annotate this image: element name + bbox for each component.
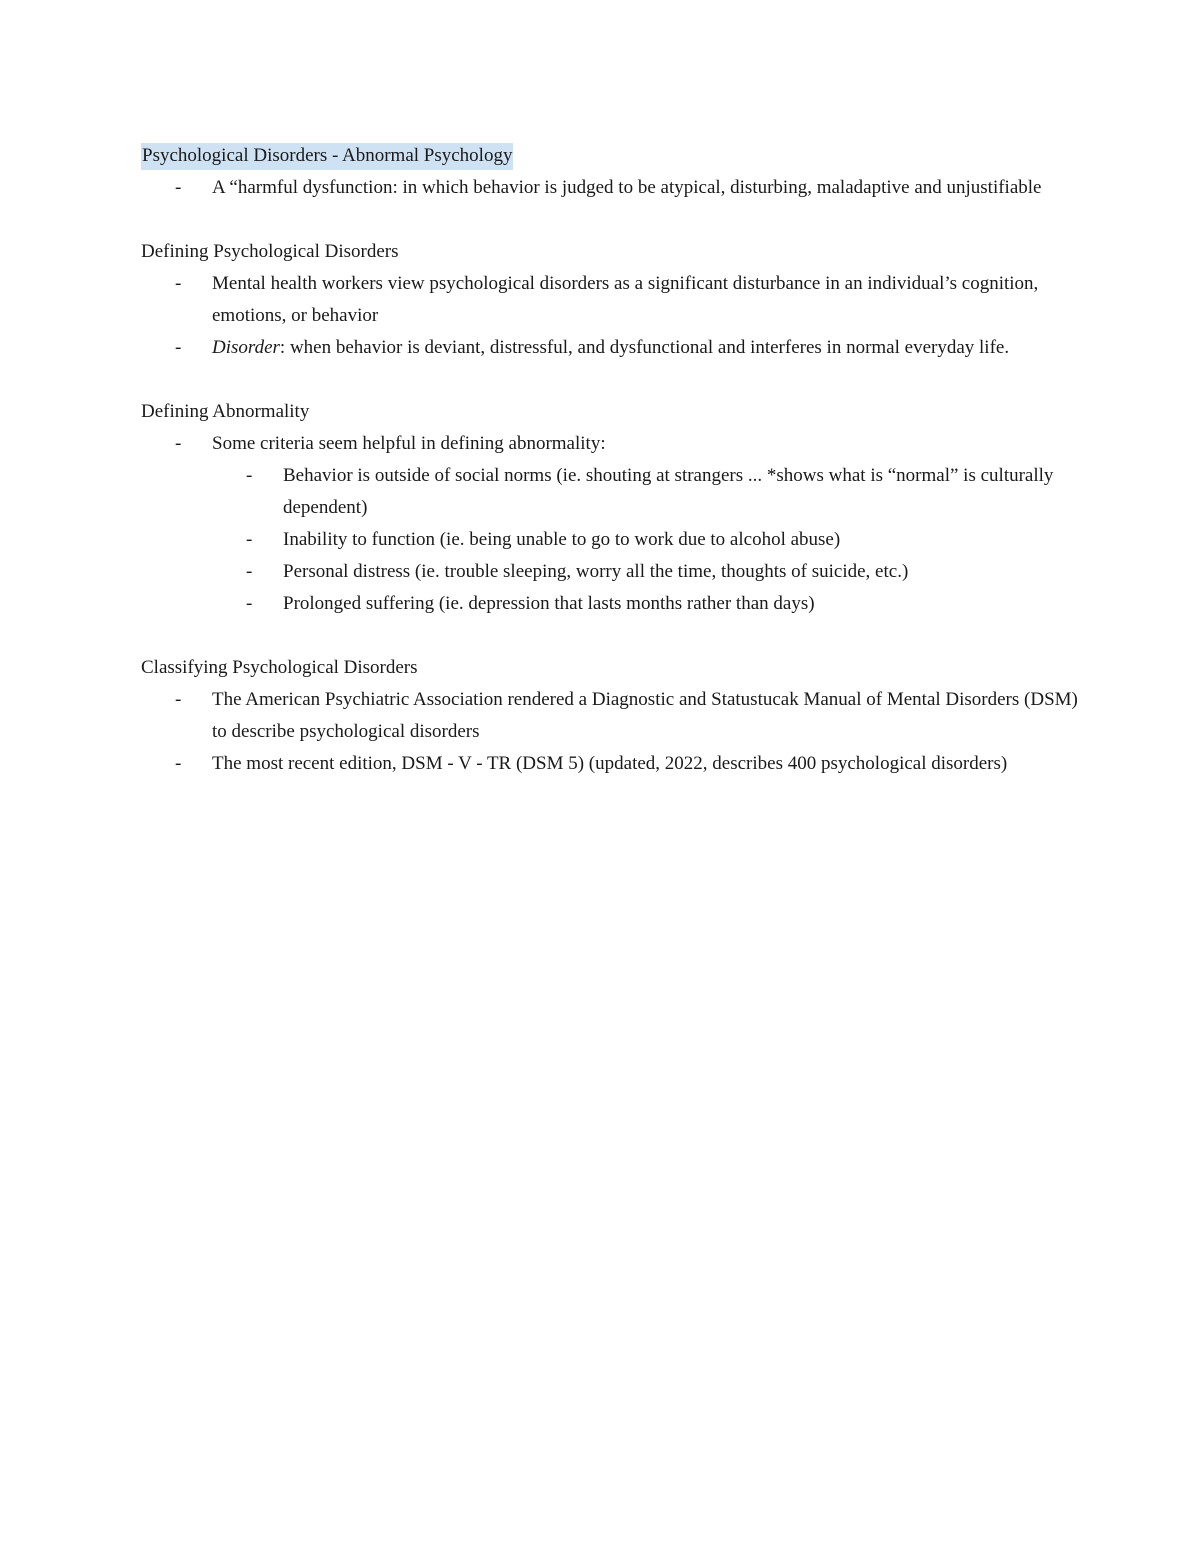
term-italic: Disorder: [212, 337, 280, 358]
sub-bullet-list: [212, 460, 1081, 620]
bullet-list: [141, 684, 1081, 780]
section-classifying-disorders: [141, 652, 1081, 780]
dash-marker: -: [175, 337, 182, 358]
section-defining-abnormality: [141, 396, 1081, 620]
section-defining-disorders: [141, 236, 1081, 364]
dash-marker: -: [246, 561, 253, 582]
sub-list-item: [212, 524, 1081, 556]
section-heading: Defining Psychological Disorders: [141, 241, 399, 262]
section-abnormal-psychology: [141, 140, 1081, 204]
dash-marker: -: [175, 177, 182, 198]
list-item-text: Mental health workers view psychological disorders as a significant disturbance in an individual’s cognition, emotions, or behavior: [212, 273, 1039, 326]
sub-list-item-text: Personal distress (ie. trouble sleeping, worry all the time, thoughts of suicide, etc.): [283, 561, 909, 582]
bullet-list: [141, 172, 1081, 204]
section-heading: [141, 140, 1081, 172]
list-item: [141, 684, 1081, 748]
term-definition: : when behavior is deviant, distressful, and dysfunctional and interferes in normal everyday life.: [279, 337, 1010, 358]
dash-marker: -: [246, 465, 253, 486]
dash-marker: -: [175, 689, 182, 710]
dash-marker: -: [246, 593, 253, 614]
sub-list-item-text: Prolonged suffering (ie. depression that lasts months rather than days): [283, 593, 815, 614]
dash-marker: -: [175, 273, 182, 294]
dash-marker: -: [246, 529, 253, 550]
sub-list-item: [212, 588, 1081, 620]
section-heading: Defining Abnormality: [141, 401, 310, 422]
list-item: [141, 428, 1081, 620]
sub-list-item-text: Behavior is outside of social norms (ie. shouting at strangers ... *shows what is “normal” is culturally dependent): [283, 465, 1054, 518]
sub-list-item-text: Inability to function (ie. being unable to go to work due to alcohol abuse): [283, 529, 841, 550]
list-item: [141, 268, 1081, 332]
list-item-text: The most recent edition, DSM - V - TR (DSM 5) (updated, 2022, describes 400 psychological disorders): [212, 753, 1008, 774]
list-item: [141, 172, 1081, 204]
list-item: [141, 748, 1081, 780]
sub-list-item: [212, 556, 1081, 588]
highlighted-title: Psychological Disorders - Abnormal Psychology: [141, 143, 513, 170]
document-body: [141, 140, 1081, 812]
bullet-list: [141, 268, 1081, 364]
bullet-list: [141, 428, 1081, 620]
section-heading: Classifying Psychological Disorders: [141, 657, 418, 678]
sub-list-item: [212, 460, 1081, 524]
list-item-text: A “harmful dysfunction: in which behavior is judged to be atypical, disturbing, maladaptive and unjustifiable: [212, 177, 1042, 198]
dash-marker: -: [175, 433, 182, 454]
list-item-text: The American Psychiatric Association rendered a Diagnostic and Statustucak Manual of Mental Disorders (DSM) to describe psychological disorders: [212, 689, 1078, 742]
list-item: [141, 332, 1081, 364]
dash-marker: -: [175, 753, 182, 774]
list-item-text: Some criteria seem helpful in defining abnormality:: [212, 433, 606, 454]
